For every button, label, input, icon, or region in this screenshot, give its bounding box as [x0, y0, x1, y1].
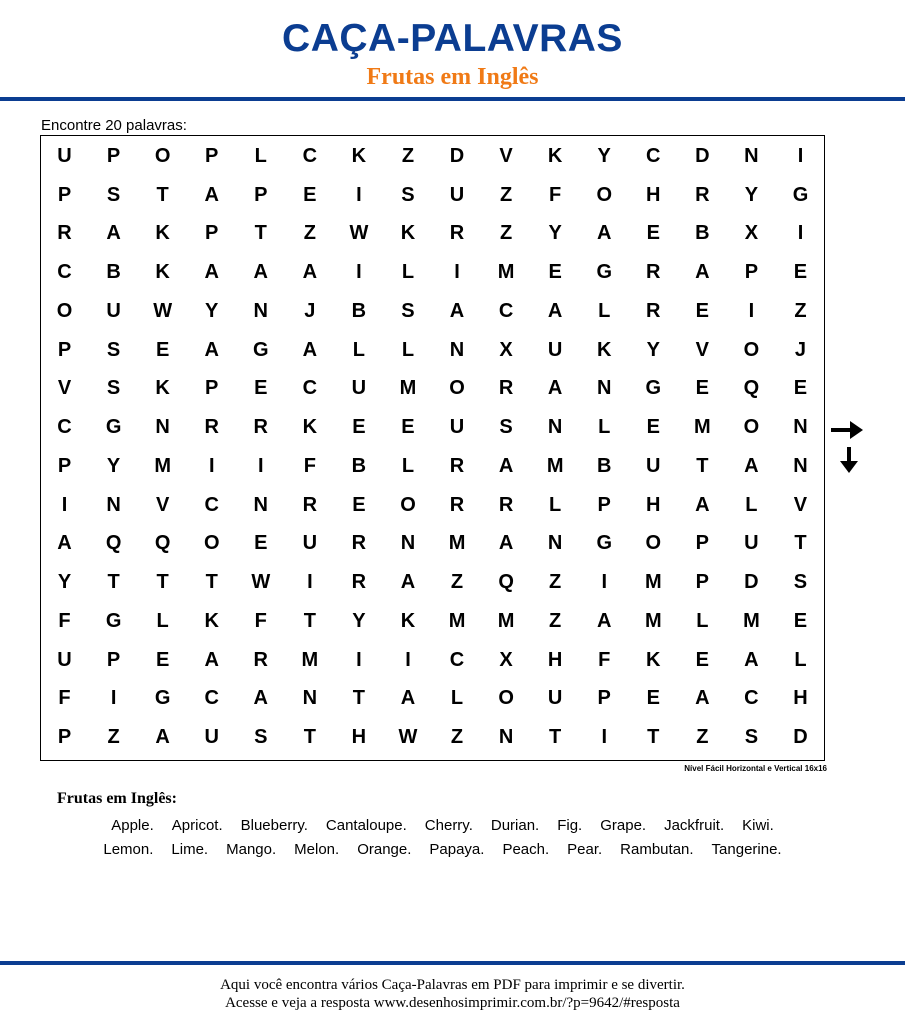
grid-letter: Z [303, 222, 316, 245]
grid-letter: C [646, 144, 661, 167]
grid-letter: T [303, 609, 316, 632]
grid-letter: N [449, 338, 465, 361]
word-list-heading: Frutas em Inglês: [57, 790, 177, 807]
grid-letter: R [695, 183, 710, 206]
grid-letter: U [547, 687, 563, 710]
grid-letter: C [302, 144, 318, 167]
grid-letter: Y [646, 338, 660, 361]
grid-letter: O [743, 416, 760, 439]
grid-letter: R [449, 454, 465, 477]
grid-letter: Y [597, 144, 611, 167]
grid-letter: Z [696, 726, 709, 749]
arrow-right-icon [830, 419, 864, 441]
grid-letter: S [254, 726, 268, 749]
grid-letter: F [58, 609, 71, 632]
grid-letter: C [204, 493, 219, 516]
grid-letter: C [204, 687, 219, 710]
grid-letter: L [401, 454, 415, 477]
footer-divider [0, 961, 905, 965]
grid-letter: N [498, 726, 514, 749]
grid-letter: E [254, 377, 268, 400]
grid-letter: M [743, 609, 760, 632]
grid-letter: O [56, 299, 73, 322]
grid-letter: B [596, 454, 612, 477]
grid-letter: O [400, 493, 416, 516]
grid-letter: W [398, 726, 418, 749]
grid-letter: A [547, 299, 563, 322]
grid-letter: E [352, 493, 366, 516]
grid-letter: U [57, 144, 72, 167]
grid-letter: X [499, 338, 513, 361]
grid-letter: E [254, 532, 268, 555]
grid-letter: H [646, 493, 661, 516]
grid-letter: I [797, 222, 804, 245]
grid-letter: R [351, 571, 367, 594]
grid-letter: N [547, 416, 563, 439]
grid-letter: P [205, 144, 219, 167]
grid-letter: R [253, 416, 268, 439]
grid-letter: E [548, 261, 562, 284]
grid-letter: A [253, 687, 268, 710]
grid-letter: K [547, 144, 563, 167]
grid-letter: S [793, 571, 808, 594]
grid-letter: B [351, 299, 367, 322]
grid-letter: O [449, 377, 465, 400]
grid-letter: Z [549, 609, 562, 632]
word-item: Rambutan. [620, 841, 694, 858]
word-list-row-1 [40, 817, 845, 835]
grid-letter: N [744, 144, 759, 167]
grid-letter: I [356, 648, 362, 671]
grid-letter: E [303, 183, 317, 206]
grid-letter: I [454, 261, 460, 284]
grid-letter: N [793, 454, 808, 477]
grid-letter: P [254, 183, 268, 206]
grid-letter: K [204, 609, 219, 632]
word-item: Melon. [294, 841, 340, 858]
grid-letter: G [105, 416, 122, 439]
grid-letter: T [303, 726, 316, 749]
grid-letter: I [405, 648, 411, 671]
grid-letter: A [57, 532, 72, 555]
grid-letter: S [744, 726, 759, 749]
arrow-down-icon [838, 446, 860, 474]
grid-letter: R [498, 377, 514, 400]
grid-letter: P [695, 571, 710, 594]
grid-letter: P [57, 338, 72, 361]
grid-letter: E [401, 416, 415, 439]
grid-letter: H [547, 648, 563, 671]
word-item: Peach. [502, 841, 550, 858]
grid-letter: V [155, 493, 170, 516]
grid-letter: C [744, 687, 759, 710]
grid-letter: L [254, 144, 267, 167]
grid-letter: M [644, 609, 662, 632]
grid-letter: T [794, 532, 807, 555]
word-item: Jackfruit. [664, 817, 725, 834]
grid-letter: I [61, 493, 68, 516]
grid-letter: P [57, 183, 72, 206]
grid-letter: I [797, 144, 804, 167]
grid-letter: A [596, 222, 612, 245]
grid-letter: V [57, 377, 72, 400]
grid-letter: A [498, 532, 514, 555]
grid-letter: S [401, 299, 415, 322]
grid-letter: M [546, 454, 564, 477]
grid-letter: A [596, 609, 612, 632]
grid-letter: E [646, 416, 660, 439]
grid-letter: M [497, 609, 515, 632]
grid-letter: A [695, 261, 710, 284]
grid-letter: N [596, 377, 612, 400]
grid-letter: S [499, 416, 513, 439]
grid-letter: Q [743, 377, 760, 400]
grid-letter: Q [154, 532, 171, 555]
grid-letter: N [302, 687, 318, 710]
grid-letter: S [401, 183, 415, 206]
grid-letter: D [695, 144, 710, 167]
word-item: Lime. [171, 841, 209, 858]
grid-letter: R [449, 222, 465, 245]
grid-letter: P [597, 493, 611, 516]
grid-letter: A [400, 687, 416, 710]
grid-letter: F [549, 183, 562, 206]
grid-letter: K [155, 222, 170, 245]
grid-letter: E [352, 416, 366, 439]
grid-letter: A [547, 377, 563, 400]
grid-letter: G [253, 338, 269, 361]
grid-letter: A [204, 338, 219, 361]
word-item: Lemon. [103, 841, 154, 858]
grid-letter: A [744, 648, 759, 671]
grid-letter: A [204, 648, 219, 671]
word-item: Tangerine. [711, 841, 782, 858]
grid-letter: F [598, 648, 611, 671]
grid-letter: T [352, 687, 366, 710]
grid-letter: M [644, 571, 662, 594]
word-item: Durian. [490, 817, 540, 834]
grid-letter: S [106, 377, 121, 400]
grid-letter: X [744, 222, 759, 245]
grid-letter: F [58, 687, 71, 710]
grid-letter: U [744, 532, 759, 555]
grid-letter: A [498, 454, 514, 477]
grid-letter: R [302, 493, 318, 516]
grid-letter: R [498, 493, 514, 516]
grid-letter: E [646, 222, 660, 245]
grid-letter: L [401, 261, 415, 284]
grid-letter: A [155, 726, 170, 749]
word-item: Orange. [357, 841, 412, 858]
grid-letter: Z [107, 726, 120, 749]
grid-letter: A [449, 299, 465, 322]
grid-letter: L [696, 609, 709, 632]
grid-letter: Y [352, 609, 366, 632]
grid-letter: P [205, 377, 219, 400]
grid-letter: T [156, 571, 169, 594]
level-label: Nível Fácil Horizontal e Vertical 16x16 [684, 764, 827, 773]
grid-letter: K [596, 338, 612, 361]
grid-letter: F [303, 454, 316, 477]
grid-letter: N [253, 493, 268, 516]
grid-letter: T [205, 571, 218, 594]
grid-letter: Z [549, 571, 562, 594]
word-item: Apricot. [171, 817, 223, 834]
grid-letter: K [400, 609, 416, 632]
grid-letter: E [793, 377, 808, 400]
grid-letter: D [793, 726, 808, 749]
word-item: Papaya. [429, 841, 485, 858]
grid-letter: V [793, 493, 808, 516]
footer-line-2: Acesse e veja a resposta www.desenhosimprimir.com.br/?p=9642/#resposta [225, 995, 680, 1011]
grid-letter: P [205, 222, 219, 245]
grid-letter: N [106, 493, 121, 516]
grid-letter: R [351, 532, 367, 555]
grid-letter: A [302, 261, 318, 284]
grid-letter: G [596, 532, 612, 555]
grid-letter: R [646, 299, 661, 322]
grid-letter: P [597, 687, 611, 710]
grid-letter: D [449, 144, 465, 167]
word-item: Fig. [557, 817, 583, 834]
grid-letter: Q [105, 532, 122, 555]
grid-letter: T [107, 571, 120, 594]
grid-letter: B [106, 261, 121, 284]
grid-letter: S [106, 338, 121, 361]
grid-letter: M [448, 609, 466, 632]
grid-letter: Z [794, 299, 807, 322]
grid-letter: H [351, 726, 367, 749]
word-item: Cantaloupe. [325, 817, 407, 834]
footer-line-1: Aqui você encontra vários Caça-Palavras em PDF para imprimir e se divertir. [220, 977, 685, 993]
grid-letter: C [57, 416, 72, 439]
grid-letter: P [695, 532, 710, 555]
grid-letter: K [351, 144, 367, 167]
grid-letter: E [695, 299, 710, 322]
word-item: Kiwi. [742, 817, 774, 834]
grid-letter: M [497, 261, 515, 284]
grid-letter: T [156, 183, 169, 206]
grid-letter: V [695, 338, 710, 361]
grid-letter: O [743, 338, 760, 361]
grid-letter: I [748, 299, 755, 322]
grid-letter: L [745, 493, 758, 516]
grid-letter: G [154, 687, 171, 710]
word-item: Apple. [111, 817, 154, 834]
grid-letter: K [302, 416, 318, 439]
grid-letter: L [156, 609, 169, 632]
grid-letter: B [695, 222, 710, 245]
grid-letter: O [596, 183, 612, 206]
grid-letter: D [744, 571, 759, 594]
grid-letter: U [302, 532, 318, 555]
grid-letter: L [549, 493, 562, 516]
grid-letter: V [499, 144, 513, 167]
grid-letter: N [155, 416, 170, 439]
grid-letter: G [645, 377, 662, 400]
grid-letter: P [106, 144, 121, 167]
grid-letter: U [57, 648, 72, 671]
grid-letter: T [549, 726, 562, 749]
grid-letter: A [744, 454, 759, 477]
grid-letter: A [695, 493, 710, 516]
grid-letter: M [154, 454, 171, 477]
grid-letter: Z [499, 222, 513, 245]
grid-letter: R [646, 261, 661, 284]
grid-letter: B [351, 454, 367, 477]
grid-letter: E [695, 377, 710, 400]
grid-letter: E [155, 648, 170, 671]
header-divider [0, 97, 905, 101]
grid-letter: P [106, 648, 121, 671]
instruction-text: Encontre 20 palavras: [41, 117, 187, 134]
grid-letter: A [302, 338, 318, 361]
grid-letter: I [110, 687, 117, 710]
grid-letter: Y [744, 183, 759, 206]
grid-letter: A [253, 261, 268, 284]
grid-letter: Y [205, 299, 219, 322]
grid-letter: O [645, 532, 662, 555]
letter-grid [40, 135, 825, 761]
grid-letter: E [695, 648, 710, 671]
grid-letter: C [57, 261, 72, 284]
grid-letter: L [450, 687, 464, 710]
grid-letter: K [646, 648, 661, 671]
grid-letter: A [204, 261, 219, 284]
grid-letter: P [744, 261, 759, 284]
grid-letter: K [400, 222, 416, 245]
grid-letter: N [400, 532, 416, 555]
grid-letter: E [155, 338, 170, 361]
grid-letter: C [449, 648, 465, 671]
grid-letter: O [498, 687, 514, 710]
grid-letter: T [254, 222, 267, 245]
grid-letter: R [449, 493, 465, 516]
grid-letter: T [696, 454, 709, 477]
grid-letter: U [646, 454, 661, 477]
grid-letter: Y [57, 571, 72, 594]
grid-letter: M [448, 532, 466, 555]
grid-letter: E [793, 609, 808, 632]
grid-letter: A [204, 183, 219, 206]
grid-letter: Z [499, 183, 513, 206]
grid-letter: I [601, 726, 607, 749]
word-item: Pear. [567, 841, 603, 858]
grid-letter: L [598, 299, 611, 322]
grid-letter: I [356, 261, 362, 284]
grid-letter: U [449, 183, 465, 206]
grid-letter: G [105, 609, 122, 632]
grid-letter: M [399, 377, 417, 400]
grid-letter: L [794, 648, 807, 671]
grid-letter: I [258, 454, 264, 477]
grid-letter: A [106, 222, 121, 245]
grid-letter: F [254, 609, 267, 632]
grid-letter: Z [401, 144, 415, 167]
grid-letter: Z [450, 726, 464, 749]
grid-letter: J [794, 338, 807, 361]
grid-letter: O [203, 532, 220, 555]
page-title: CAÇA-PALAVRAS [282, 17, 623, 60]
grid-letter: Y [548, 222, 562, 245]
grid-letter: J [304, 299, 316, 322]
grid-letter: H [646, 183, 661, 206]
grid-letter: Q [498, 571, 514, 594]
grid-letter: C [302, 377, 318, 400]
word-item: Grape. [600, 817, 647, 834]
grid-letter: R [253, 648, 268, 671]
grid-letter: X [499, 648, 513, 671]
grid-letter: I [356, 183, 362, 206]
grid-letter: R [57, 222, 72, 245]
grid-letter: U [106, 299, 121, 322]
grid-letter: N [547, 532, 563, 555]
grid-letter: I [307, 571, 313, 594]
grid-letter: T [647, 726, 660, 749]
grid-letter: K [155, 261, 170, 284]
word-item: Mango. [226, 841, 277, 858]
grid-letter: E [646, 687, 660, 710]
grid-letter: N [793, 416, 808, 439]
grid-letter: Y [106, 454, 121, 477]
grid-letter: U [547, 338, 563, 361]
grid-letter: S [106, 183, 121, 206]
grid-letter: L [598, 416, 611, 439]
grid-letter: W [349, 222, 369, 245]
grid-letter: U [351, 377, 367, 400]
page-subtitle: Frutas em Inglês [366, 64, 539, 90]
grid-letter: I [208, 454, 215, 477]
grid-letter: L [401, 338, 415, 361]
grid-letter: N [253, 299, 268, 322]
grid-letter: A [695, 687, 710, 710]
word-item: Blueberry. [240, 817, 308, 834]
grid-letter: A [400, 571, 416, 594]
grid-letter: C [498, 299, 514, 322]
grid-letter: M [694, 416, 711, 439]
grid-letter: P [57, 454, 72, 477]
grid-letter: U [449, 416, 465, 439]
word-list-row-2 [40, 841, 845, 859]
grid-letter: G [596, 261, 612, 284]
grid-letter: G [792, 183, 809, 206]
grid-letter: O [154, 144, 171, 167]
grid-letter: W [153, 299, 173, 322]
grid-letter: U [204, 726, 219, 749]
grid-letter: Z [450, 571, 464, 594]
grid-letter: R [204, 416, 219, 439]
grid-letter: M [301, 648, 319, 671]
grid-letter: K [155, 377, 170, 400]
grid-letter: I [601, 571, 607, 594]
word-item: Cherry. [424, 817, 473, 834]
grid-letter: P [57, 726, 72, 749]
grid-letter: W [251, 571, 271, 594]
grid-letter: L [352, 338, 366, 361]
grid-letter: E [793, 261, 808, 284]
grid-letter: H [793, 687, 808, 710]
